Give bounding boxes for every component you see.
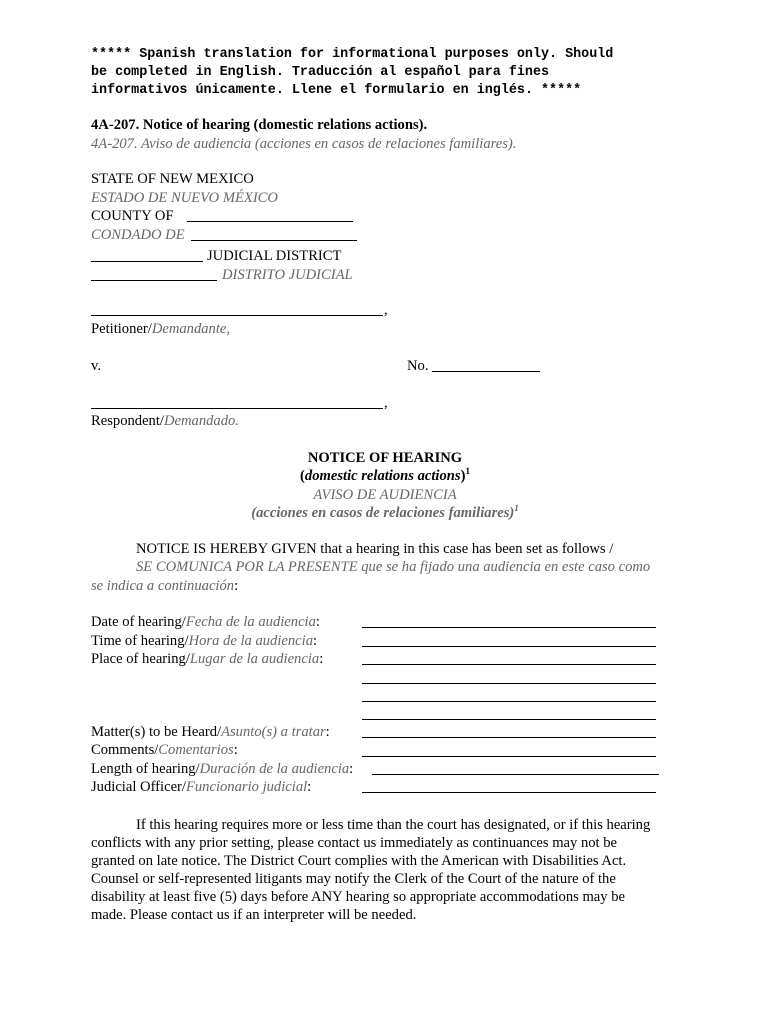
translation-notice-line-2: be completed in English. Traducción al español para fines	[91, 65, 550, 80]
field-length-label: Length of hearing/Duración de la audiencia:	[91, 761, 354, 777]
closing-line-3: granted on late notice. The District Court complies with the American with Disabilities Act.	[91, 853, 627, 869]
petitioner-label: Petitioner/Demandante,	[91, 321, 231, 337]
respondent-comma: ,	[384, 395, 388, 411]
comments-input-line[interactable]	[362, 756, 656, 757]
place-input-line-4[interactable]	[362, 719, 656, 720]
time-input-line[interactable]	[362, 646, 656, 647]
officer-input-line[interactable]	[362, 792, 656, 793]
case-number-blank[interactable]	[432, 371, 540, 372]
case-number-label: No.	[407, 358, 429, 374]
closing-line-1: If this hearing requires more or less time than the court has designated, or if this hearing	[136, 817, 651, 833]
notice-title-es: AVISO DE AUDIENCIA	[313, 487, 457, 503]
county-label-es: CONDADO DE	[91, 227, 185, 243]
county-label: COUNTY OF	[91, 208, 174, 224]
rule-title-en: 4A-207. Notice of hearing (domestic relations actions).	[91, 117, 428, 133]
footnote-marker: 1	[465, 466, 470, 477]
county-blank[interactable]	[187, 221, 353, 222]
notice-statement-es-1: SE COMUNICA POR LA PRESENTE que se ha fijado una audiencia en este caso como	[136, 559, 651, 575]
district-label: JUDICIAL DISTRICT	[207, 248, 342, 264]
footnote-marker-es: 1	[514, 503, 519, 514]
state-label: STATE OF NEW MEXICO	[91, 171, 254, 187]
rule-title-es: 4A-207. Aviso de audiencia (acciones en casos de relaciones familiares).	[91, 136, 517, 152]
district-blank[interactable]	[91, 261, 203, 262]
place-input-line-1[interactable]	[362, 664, 656, 665]
field-date-label: Date of hearing/Fecha de la audiencia:	[91, 614, 320, 630]
petitioner-blank[interactable]	[91, 315, 383, 316]
field-matters-label: Matter(s) to be Heard/Asunto(s) a tratar:	[91, 724, 330, 740]
county-blank-es	[191, 240, 357, 241]
field-comments-label: Comments/Comentarios:	[91, 742, 238, 758]
matters-input-line[interactable]	[362, 737, 656, 738]
length-input-line[interactable]	[372, 774, 659, 775]
closing-line-2: conflicts with any prior setting, please contact us immediately as continuances may not be	[91, 835, 618, 851]
closing-line-4: Counsel or self-represented litigants may notify the Clerk of the Court of the nature of the	[91, 871, 616, 887]
notice-statement-en: NOTICE IS HEREBY GIVEN that a hearing in this case has been set as follows /	[136, 541, 614, 557]
notice-title: NOTICE OF HEARING	[307, 450, 463, 466]
notice-subtitle-es: (acciones en casos de relaciones familiares)$^1$	[251, 503, 519, 521]
place-input-line-3[interactable]	[362, 701, 656, 702]
notice-statement-es-2: se indica a continuación:	[91, 578, 239, 594]
translation-notice-line-3: informativos únicamente. Llene el formulario en inglés. *****	[91, 83, 582, 98]
respondent-blank[interactable]	[91, 408, 383, 409]
field-officer-label: Judicial Officer/Funcionario judicial:	[91, 779, 312, 795]
field-time-label: Time of hearing/Hora de la audiencia:	[91, 633, 318, 649]
district-label-es: DISTRITO JUDICIAL	[222, 267, 353, 283]
respondent-label: Respondent/Demandado.	[91, 413, 239, 429]
petitioner-comma: ,	[384, 302, 388, 318]
place-input-line-2[interactable]	[362, 683, 656, 684]
field-place-label: Place of hearing/Lugar de la audiencia:	[91, 651, 324, 667]
closing-line-6: made. Please contact us if an interpreter will be needed.	[91, 907, 417, 923]
versus-label: v.	[91, 358, 101, 374]
closing-line-5: disability at least five (5) days before ANY hearing so appropriate accommodations may be	[91, 889, 625, 905]
translation-notice-line-1: ***** Spanish translation for informational purposes only. Should	[91, 47, 614, 62]
district-blank-es	[91, 280, 217, 281]
date-input-line[interactable]	[362, 627, 656, 628]
state-label-es: ESTADO DE NUEVO MÉXICO	[91, 190, 278, 206]
notice-subtitle: (domestic relations actions)$^1$	[300, 466, 470, 484]
